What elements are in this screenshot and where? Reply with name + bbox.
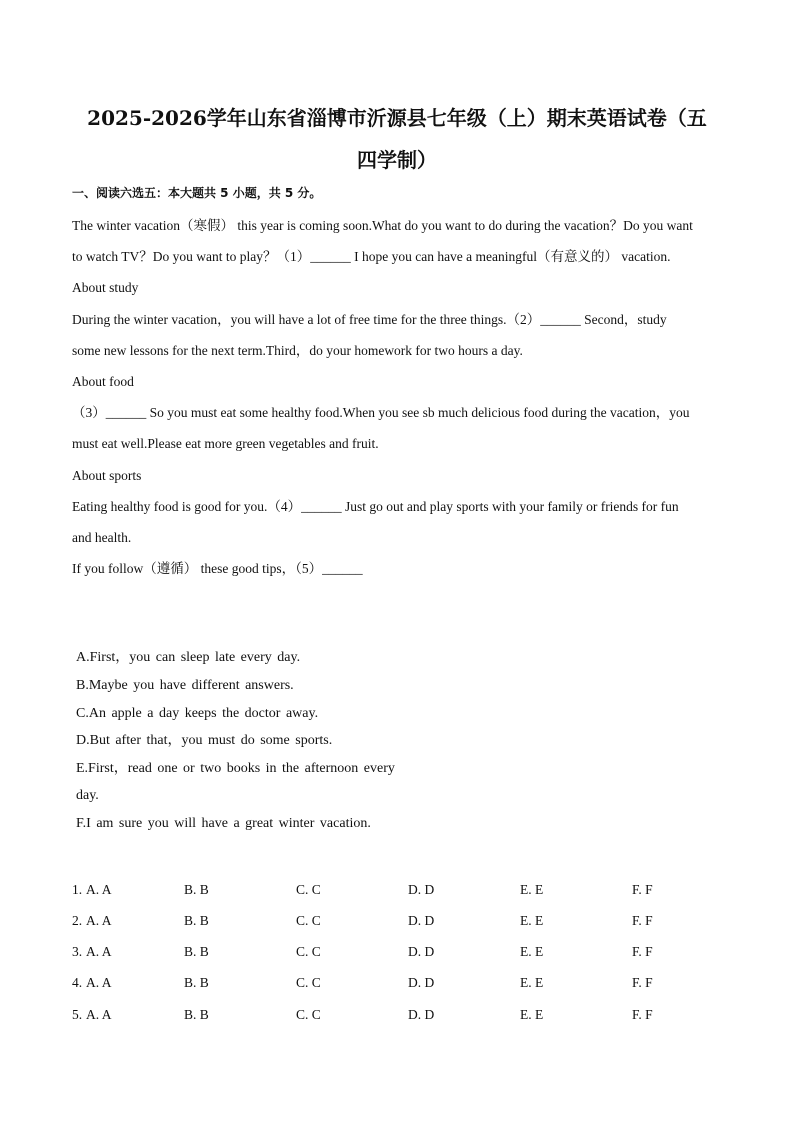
answer-row-4 bbox=[72, 973, 732, 993]
choice-a[interactable]: A. A bbox=[86, 1007, 112, 1022]
option-d: D.But after that，you must do some sports. bbox=[76, 733, 333, 748]
choice-a[interactable]: A. A bbox=[86, 913, 112, 928]
choice-b[interactable]: B. B bbox=[184, 882, 209, 897]
choice-b[interactable]: B. B bbox=[184, 944, 209, 959]
choice-f[interactable]: F. F bbox=[632, 975, 653, 990]
option-e-continued: day. bbox=[76, 788, 99, 803]
choice-f[interactable]: F. F bbox=[632, 944, 653, 959]
choice-d[interactable]: D. D bbox=[408, 1007, 435, 1022]
choice-c[interactable]: C. C bbox=[296, 1007, 321, 1022]
option-b: B.Maybe you have different answers. bbox=[76, 678, 294, 693]
passage-line: to watch TV？Do you want to play？（1）______ I hope you can have a meaningful（有意义的） vacation. bbox=[72, 249, 671, 264]
choice-d[interactable]: D. D bbox=[408, 913, 435, 928]
passage-subheading-sports: About sports bbox=[72, 468, 142, 483]
answer-row-5 bbox=[72, 1005, 732, 1025]
choice-e[interactable]: E. E bbox=[520, 882, 544, 897]
section-heading: 一、阅读六选五：本大题共 5 小题，共 5 分。 bbox=[72, 186, 322, 200]
question-number: 3. bbox=[72, 944, 83, 959]
passage-line: must eat well.Please eat more green vegetables and fruit. bbox=[72, 436, 379, 451]
choice-c[interactable]: C. C bbox=[296, 975, 321, 990]
passage-line: （3）______ So you must eat some healthy food.When you see sb much delicious food during the vacation，you bbox=[72, 405, 690, 420]
passage-line: During the winter vacation，you will have a lot of free time for the three things.（2）______ Second，study bbox=[72, 312, 667, 327]
choice-f[interactable]: F. F bbox=[632, 882, 653, 897]
passage-line: and health. bbox=[72, 530, 132, 545]
choice-b[interactable]: B. B bbox=[184, 975, 209, 990]
choice-c[interactable]: C. C bbox=[296, 882, 321, 897]
answer-row-3 bbox=[72, 942, 732, 962]
choice-a[interactable]: A. A bbox=[86, 882, 112, 897]
exam-title-line-2: 四学制） bbox=[357, 148, 437, 172]
choice-f[interactable]: F. F bbox=[632, 1007, 653, 1022]
choice-d[interactable]: D. D bbox=[408, 944, 435, 959]
exam-title-line-1: 2025-2026学年山东省淄博市沂源县七年级（上）期末英语试卷（五 bbox=[87, 106, 707, 130]
option-c: C.An apple a day keeps the doctor away. bbox=[76, 706, 319, 721]
option-a: A.First，you can sleep late every day. bbox=[76, 650, 301, 665]
choice-d[interactable]: D. D bbox=[408, 975, 435, 990]
choice-a[interactable]: A. A bbox=[86, 975, 112, 990]
answer-row-1 bbox=[72, 880, 732, 900]
passage-line: The winter vacation（寒假） this year is coming soon.What do you want to do during the vacation？Do you want bbox=[72, 218, 693, 233]
choice-b[interactable]: B. B bbox=[184, 913, 209, 928]
choice-a[interactable]: A. A bbox=[86, 944, 112, 959]
choice-e[interactable]: E. E bbox=[520, 913, 544, 928]
passage-line: some new lessons for the next term.Third，do your homework for two hours a day. bbox=[72, 343, 523, 358]
choice-c[interactable]: C. C bbox=[296, 913, 321, 928]
choice-c[interactable]: C. C bbox=[296, 944, 321, 959]
passage-subheading-study: About study bbox=[72, 280, 139, 295]
choice-d[interactable]: D. D bbox=[408, 882, 435, 897]
choice-e[interactable]: E. E bbox=[520, 975, 544, 990]
choice-e[interactable]: E. E bbox=[520, 1007, 544, 1022]
passage-line: Eating healthy food is good for you.（4）______ Just go out and play sports with your family or friends for fun bbox=[72, 499, 679, 514]
choice-e[interactable]: E. E bbox=[520, 944, 544, 959]
question-number: 2. bbox=[72, 913, 83, 928]
question-number: 5. bbox=[72, 1007, 83, 1022]
choice-f[interactable]: F. F bbox=[632, 913, 653, 928]
question-number: 4. bbox=[72, 975, 83, 990]
passage-line: If you follow（遵循） these good tips，（5）______ bbox=[72, 561, 363, 576]
question-number: 1. bbox=[72, 882, 83, 897]
choice-b[interactable]: B. B bbox=[184, 1007, 209, 1022]
answer-row-2 bbox=[72, 911, 732, 931]
passage-subheading-food: About food bbox=[72, 374, 134, 389]
option-e: E.First，read one or two books in the afternoon every bbox=[76, 761, 395, 776]
option-f: F.I am sure you will have a great winter vacation. bbox=[76, 816, 371, 831]
